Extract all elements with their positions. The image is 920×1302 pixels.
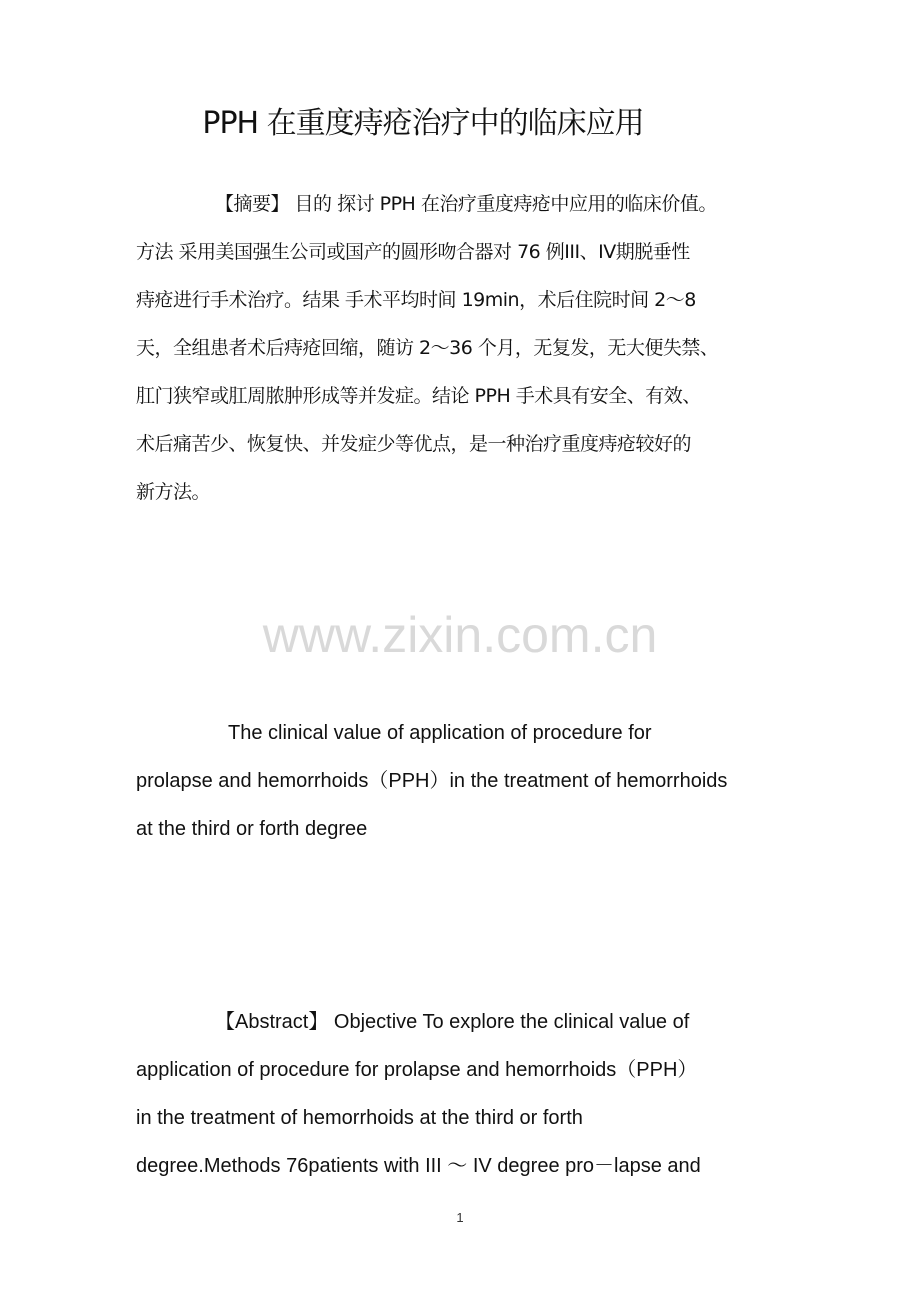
en-abstract-line: 【Abstract】 Objective To explore the clinical value of: [215, 1011, 690, 1033]
en-title-line: The clinical value of application of procedure for: [228, 722, 652, 744]
watermark: www.zixin.com.cn: [262, 607, 658, 663]
en-abstract-line: application of procedure for prolapse and hemorrhoids（PPH）: [136, 1059, 698, 1081]
cn-abstract-line: 新方法。: [136, 481, 211, 503]
en-abstract-line: degree.Methods 76patients with III ～ IV degree pro－lapse and: [136, 1155, 701, 1177]
cn-abstract-line: 术后痛苦少、恢复快、并发症少等优点，是一种治疗重度痔疮较好的: [136, 433, 692, 455]
en-title-line: at the third or forth degree: [136, 818, 368, 840]
cn-abstract-line: 方法 采用美国强生公司或国产的圆形吻合器对 76 例III、IV期脱垂性: [136, 241, 690, 263]
en-abstract-line: in the treatment of hemorrhoids at the third or forth: [136, 1107, 583, 1129]
cn-abstract-line: 天，全组患者术后痔疮回缩，随访 2～36 个月，无复发，无大便失禁、: [136, 337, 719, 359]
en-title-line: prolapse and hemorrhoids（PPH）in the treatment of hemorrhoids: [136, 770, 728, 792]
page-number: 1: [456, 1210, 464, 1225]
cn-abstract-line: 肛门狭窄或肛周脓肿形成等并发症。结论 PPH 手术具有安全、有效、: [136, 385, 701, 407]
cn-abstract-line: 【摘要】 目的 探讨 PPH 在治疗重度痔疮中应用的临床价值。: [215, 193, 717, 215]
cn-abstract-line: 痔疮进行手术治疗。结果 手术平均时间 19min，术后住院时间 2～8: [136, 289, 696, 311]
document-title: PPH 在重度痔疮治疗中的临床应用: [202, 106, 644, 141]
